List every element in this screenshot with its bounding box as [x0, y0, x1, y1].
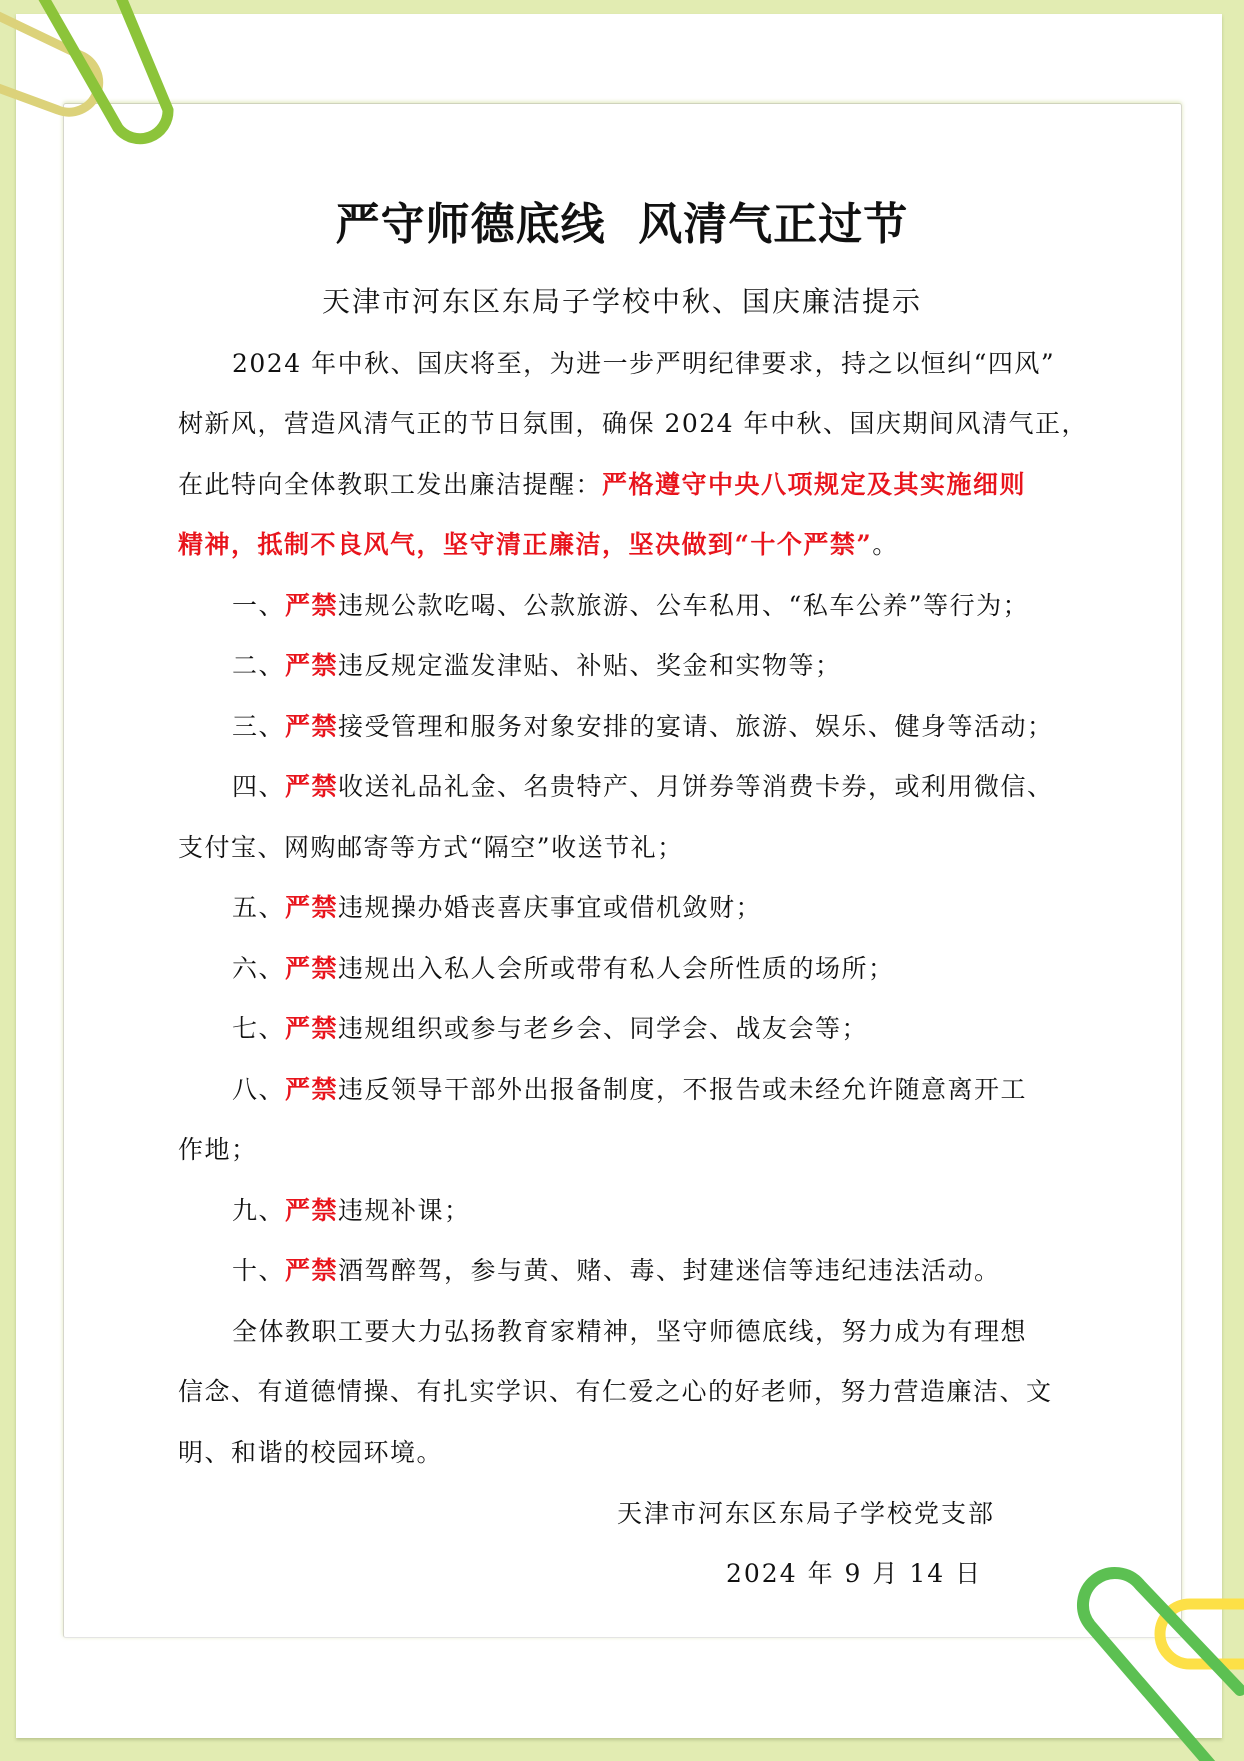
item-number: 七、 [232, 1014, 286, 1043]
item-keyword: 严禁 [285, 1075, 339, 1104]
intro-line-3 [178, 465, 1063, 501]
signature-date: 2024 年 9 月 14 日 [726, 1559, 983, 1588]
prohibition-item-5 [232, 888, 1117, 924]
prohibition-item-1 [232, 586, 1117, 622]
prohibition-item-8 [232, 1070, 1117, 1106]
item-keyword: 严禁 [285, 591, 339, 620]
prohibition-item-7 [232, 1009, 1117, 1045]
item-number: 五、 [232, 893, 286, 922]
prohibition-item-8-cont: 作地； [178, 1135, 258, 1164]
closing-line-1: 全体教职工要大力弘扬教育家精神，坚守师德底线，努力成为有理想 [232, 1317, 1028, 1346]
item-text: 违反领导干部外出报备制度，不报告或未经允许随意离开工 [338, 1075, 1028, 1104]
item-text: 违规出入私人会所或带有私人会所性质的场所； [338, 954, 895, 983]
item-number: 九、 [232, 1196, 286, 1225]
item-keyword: 严禁 [285, 1196, 339, 1225]
signature-organization: 天津市河东区东局子学校党支部 [617, 1499, 996, 1528]
document-title: 严守师德底线 风清气正过节 [335, 199, 909, 250]
item-text: 违规公款吃喝、公款旅游、公车私用、“私车公养”等行为； [338, 591, 1030, 620]
item-text: 违反规定滥发津贴、补贴、奖金和实物等； [338, 651, 842, 680]
item-keyword: 严禁 [285, 712, 339, 741]
paperclip-bottom-right-icon [1040, 1540, 1244, 1761]
item-text: 酒驾醉驾，参与黄、赌、毒、封建迷信等违纪违法活动。 [338, 1256, 1001, 1285]
intro-line-2: 树新风，营造风清气正的节日氛围，确保 2024 年中秋、国庆期间风清气正， [178, 409, 1089, 438]
paperclip-top-left-icon [0, 0, 200, 160]
item-text: 收送礼品礼金、名贵特产、月饼券等消费卡券，或利用微信、 [338, 772, 1054, 801]
prohibition-item-6 [232, 949, 1117, 985]
item-text: 违规操办婚丧喜庆事宜或借机敛财； [338, 893, 763, 922]
item-number: 三、 [232, 712, 286, 741]
item-number: 六、 [232, 954, 286, 983]
item-keyword: 严禁 [285, 954, 339, 983]
prohibition-item-10 [232, 1251, 1117, 1287]
item-number: 四、 [232, 772, 286, 801]
prohibition-item-4-cont: 支付宝、网购邮寄等方式“隔空”收送节礼； [178, 833, 684, 862]
item-keyword: 严禁 [285, 1014, 339, 1043]
item-number: 一、 [232, 591, 286, 620]
item-number: 二、 [232, 651, 286, 680]
intro-line-4 [178, 525, 1063, 561]
prohibition-item-4 [232, 767, 1117, 803]
closing-line-3: 明、和谐的校园环境。 [178, 1438, 444, 1467]
intro-end-punct: 。 [872, 530, 899, 559]
item-keyword: 严禁 [285, 772, 339, 801]
item-keyword: 严禁 [285, 651, 339, 680]
item-keyword: 严禁 [285, 1256, 339, 1285]
item-number: 八、 [232, 1075, 286, 1104]
intro-emphasis: 严格遵守中央八项规定及其实施细则 [602, 470, 1027, 499]
prohibition-item-3 [232, 707, 1117, 743]
intro-line-1: 2024 年中秋、国庆将至，为进一步严明纪律要求，持之以恒纠“四风” [232, 349, 1056, 378]
intro-line-3-text: 在此特向全体教职工发出廉洁提醒： [178, 470, 603, 499]
prohibition-item-9 [232, 1191, 1117, 1227]
item-number: 十、 [232, 1256, 286, 1285]
item-text: 接受管理和服务对象安排的宴请、旅游、娱乐、健身等活动； [338, 712, 1054, 741]
item-keyword: 严禁 [285, 893, 339, 922]
prohibition-item-2 [232, 646, 1117, 682]
document-subtitle: 天津市河东区东局子学校中秋、国庆廉洁提示 [321, 285, 922, 318]
closing-line-2: 信念、有道德情操、有扎实学识、有仁爱之心的好老师，努力营造廉洁、文 [178, 1377, 1053, 1406]
item-text: 违规组织或参与老乡会、同学会、战友会等； [338, 1014, 869, 1043]
intro-emphasis-cont: 精神，抵制不良风气，坚守清正廉洁，坚决做到“十个严禁” [178, 530, 873, 559]
item-text: 违规补课； [338, 1196, 471, 1225]
